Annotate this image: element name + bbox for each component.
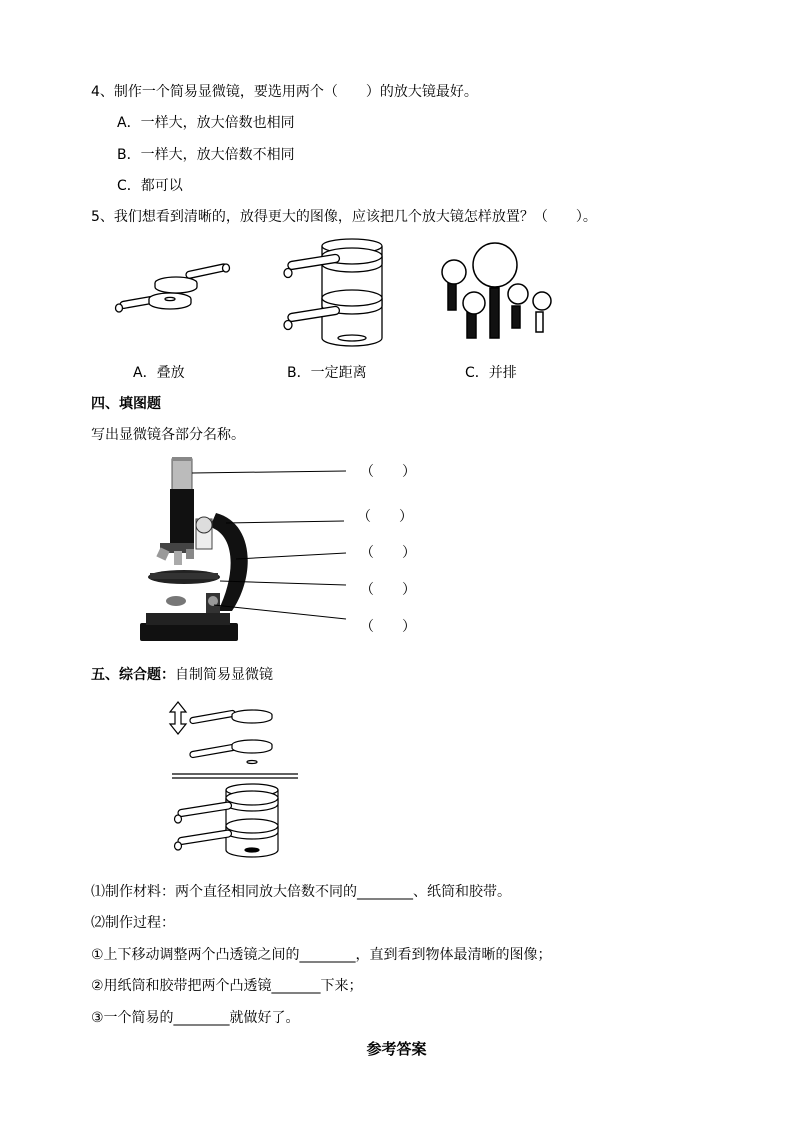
section5-heading-row (91, 666, 273, 684)
section5-step-2: ②用纸筒和胶带把两个凸透镜_______下来； (91, 978, 363, 994)
section5-heading: 五、综合题： (91, 667, 175, 683)
section4-heading: 四、填图题 (91, 396, 161, 412)
section5-step-1: ①上下移动调整两个凸透镜之间的________，直到看到物体最清晰的图像； (91, 947, 552, 963)
q4-option-b: B．一样大，放大倍数不相同 (117, 147, 295, 163)
q4-option-c: C．都可以 (117, 178, 183, 194)
microscope-blank-4[interactable]: （ ） (360, 582, 416, 598)
q5-caption-a: A．叠放 (133, 365, 185, 381)
answers-title: 参考答案 (366, 1040, 427, 1058)
q4-option-a: A．一样大，放大倍数也相同 (117, 115, 295, 131)
section5-step-3: ③一个简易的________就做好了。 (91, 1010, 300, 1026)
microscope-blank-2[interactable]: （ ） (357, 509, 413, 525)
q4-stem: 4、制作一个简易显微镜，要选用两个（ ）的放大镜最好。 (91, 84, 478, 100)
microscope-blank-1[interactable]: （ ） (360, 464, 416, 480)
microscope-blank-3[interactable]: （ ） (360, 545, 416, 561)
q5-caption-c: C．并排 (465, 365, 517, 381)
homemade-microscope-figure (166, 698, 302, 864)
microscope-blank-5[interactable]: （ ） (360, 619, 416, 635)
tube-magnifiers-figure (282, 238, 384, 350)
side-by-side-magnifiers-figure (438, 240, 558, 340)
section5-materials: ⑴制作材料：两个直径相同放大倍数不同的________、纸筒和胶带。 (91, 884, 511, 900)
q5-caption-b: B．一定距离 (287, 365, 367, 381)
section5-process-title: ⑵制作过程： (91, 915, 175, 931)
stacked-magnifiers-figure (112, 262, 237, 324)
microscope-figure (136, 455, 356, 647)
q5-stem: 5、我们想看到清晰的，放得更大的图像，应该把几个放大镜怎样放置？（ ）。 (91, 209, 597, 225)
section4-instruction: 写出显微镜各部分名称。 (91, 427, 245, 443)
section5-topic: 自制简易显微镜 (175, 667, 273, 683)
